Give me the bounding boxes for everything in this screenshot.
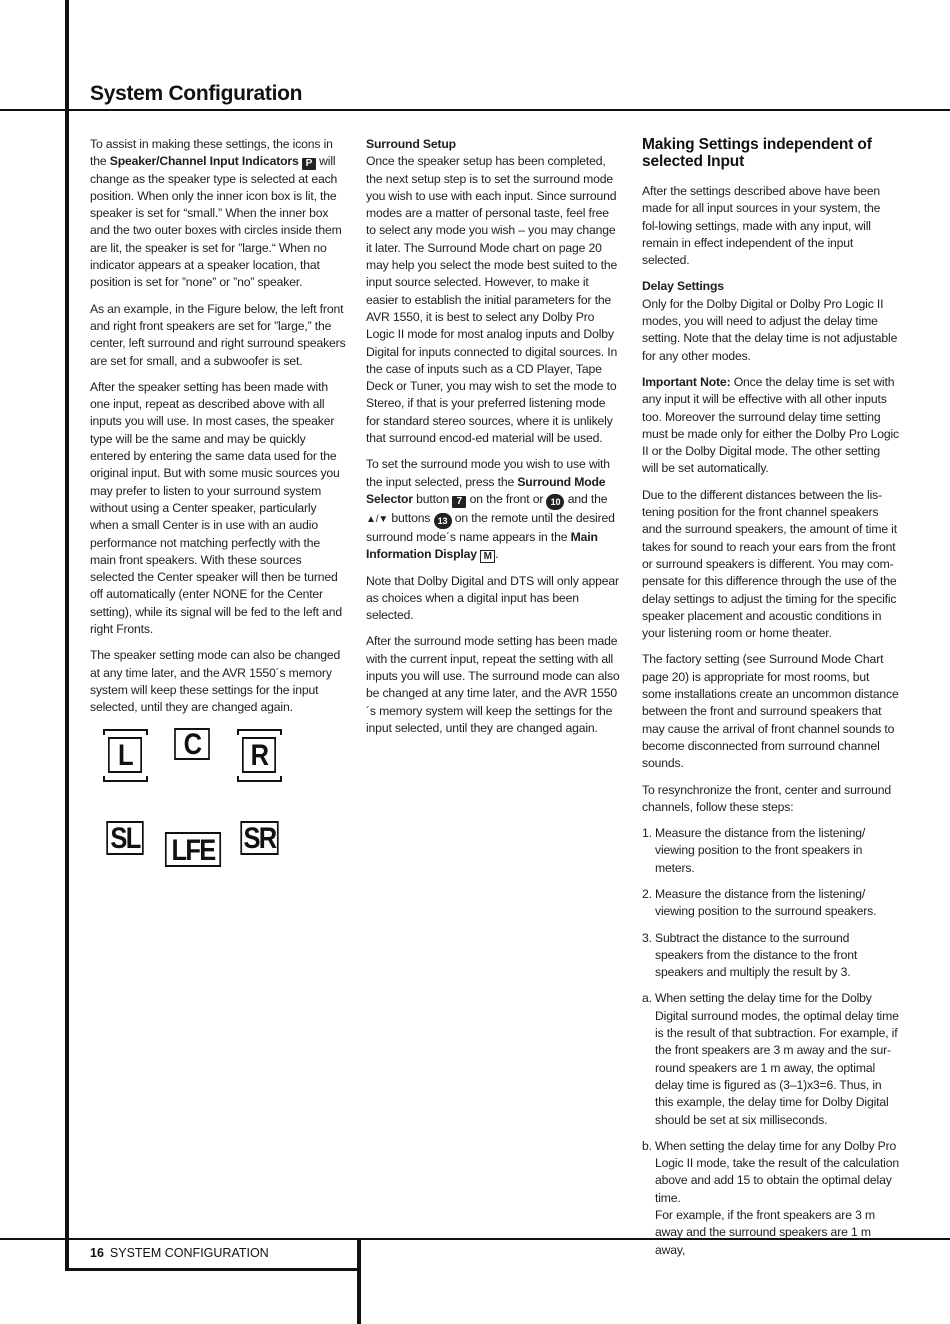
speaker-box-lfe: LFE <box>165 832 221 867</box>
button-10-icon: 10 <box>546 494 564 510</box>
button-7-icon: 7 <box>452 496 466 508</box>
footer <box>90 1246 269 1260</box>
sub-heading-delay-settings: Delay Settings <box>642 279 724 294</box>
indicator-p-icon: P <box>302 158 316 170</box>
outer-box-bottom-right <box>237 776 282 782</box>
column-2 <box>366 136 622 746</box>
left-margin-rule <box>65 0 69 1270</box>
paragraph: After the surround mode setting has been made with the current input, repeat the setting with all inputs you will use. The surround mode can also be changed at any time later, and the AVR 1550´s memory system will keep the settings for the input selected, until they are changed again. <box>366 634 620 735</box>
paragraph: The factory setting (see Surround Mode Chart page 20) is appropriate for most rooms, but some installations create an uncommon distance between the front and surround speakers that may cause the arrival of front channel sounds to become disconnected from surround channel sounds. <box>642 652 899 771</box>
paragraph: As an example, in the Figure below, the left front and right front speakers are set for ”large,” the center, left surround and right surround speakers are set for small, and a subwoofer is set. <box>90 301 346 368</box>
list-item: b. When setting the delay time for any Dolby Pro Logic II mode, take the result of the calculation above and add 15 to obtain the optimal delay time. For example, if the front speakers are 3 m away and the surround speakers are 1 m away, <box>642 1138 899 1257</box>
outer-box-top-left <box>103 729 148 735</box>
column-1 <box>90 136 346 726</box>
paragraph: After the speaker setting has been made with one input, repeat as described above with all inputs you will use. In most cases, the speaker type will be the same and may be quickly entered by entering the same data used for the original input. But with some music sources you may prefer to listen to your surround system without using a Center speaker, particularly when a small Center is in use with an audio performance not matching perfectly with the main front speakers. With these sources selected the Center speaker will then be turned off automatically (enter NONE for the Center setting), while its signal will be fed to the left and right Fronts. <box>90 379 343 637</box>
footer-section-label: SYSTEM CONFIGURATION <box>109 1246 269 1260</box>
button-13-icon: 13 <box>434 513 452 529</box>
outer-box-top-right <box>237 729 282 735</box>
paragraph: To set the surround mode you wish to use with the input selected, press the Surround Mode Selector button 7 on the front or 10 and the ▲/▼ buttons 13 on the remote until the desired surround mode´s name appears in the Main Information Display M . <box>366 457 615 563</box>
list-item: 1. Measure the distance from the listening/ viewing position to the front speakers in meters. <box>642 826 866 875</box>
paragraph: Due to the different distances between the lis-tening position for the front channel speakers and the surround speakers, the amount of time it takes for sound to reach your ears from the front or surround speakers is different. You may com-pensate for this difference through the use of the delay settings to adjust the timing for the specific speaker placement and acoustic conditions in your listening room or home theater. <box>642 487 897 641</box>
section-heading-surround-setup: Surround Setup <box>366 137 456 151</box>
header-rule <box>0 109 950 111</box>
paragraph: To resynchronize the front, center and surround channels, follow these steps: <box>642 782 892 814</box>
paragraph: Delay Settings Only for the Dolby Digital or Dolby Pro Logic II modes, you will need to adjust the delay time setting. Note that the delay time is not adjustable for any other modes. <box>642 279 898 363</box>
footer-underline-rule <box>65 1268 360 1271</box>
display-m-icon: M <box>480 550 495 563</box>
paragraph: Note that Dolby Digital and DTS will only appear as choices when a digital input has been selected. <box>366 573 619 623</box>
up-down-arrows-icon: ▲/▼ <box>366 513 389 525</box>
outer-box-bottom-left <box>103 776 148 782</box>
paragraph: After the settings described above have been made for all input sources in your system, the fol-lowing settings, made with any input, will remain in effect independent of the input selected. <box>642 184 881 268</box>
column-3 <box>642 136 899 1268</box>
paragraph: Important Note: Once the delay time is set with any input it will be effective with all other inputs too. Moreover the surround delay time setting must be made only for either the Dolby Pro Logic II or the Dolby Digital mode. The other setting will be set automatically. <box>642 374 899 476</box>
paragraph: To assist in making these settings, the icons in the Speaker/Channel Input Indicators P will change as the speaker type is selected at each position. When only the inner icon box is lit, the speaker is set for “small.” When the inner box and the two outer boxes with circles inside them are lit, the speaker is set for ”large.“ When no indicator appears at a speaker location, that position is set for ”none” or ”no” speaker. <box>90 137 342 290</box>
footer-divider-rule <box>357 1238 361 1324</box>
paragraph: Surround Setup Once the speaker setup has been completed, the next setup step is to set the surround mode you wish to use with each input. Since surround modes are a matter of personal taste, feel free to select any mode you wish – you may change it later. The Surround Mode chart on page 20 may help you select the mode best suited to the input source selected. However, to make it easier to establish the initial parameters for the AVR 1550, it is best to select any Dolby Pro Logic II mode for most analog inputs and Dolby Digital for inputs connected to digital sources. In the case of inputs such as a CD Player, Tape Deck or Tuner, you may wish to set the mode to Stereo, if that is your preferred listening mode for standard stereo sources, where it is unlikely that surround encod-ed material will be used. <box>366 136 622 447</box>
list-item: a. When setting the delay time for the Dolby Digital surround modes, the optimal delay time is the result of that subtraction. For example, if the front speakers are 3 m away and the sur-round speakers are 1 m away, the optimal delay time is figured as (3–1)x3=6. Thus, in this example, the delay time for Dolby Digital should be set at six milliseconds. <box>642 991 899 1127</box>
page-title: System Configuration <box>90 82 303 105</box>
speaker-box-c: C <box>174 728 210 760</box>
paragraph: The speaker setting mode can also be changed at any time later, and the AVR 1550´s memory system will keep these settings for the input selected, until they are changed again. <box>90 648 341 715</box>
speaker-box-sl: SL <box>106 821 143 855</box>
page-number: 16 <box>90 1246 104 1260</box>
list-item: 2. Measure the distance from the listening/ viewing position to the surround speakers. <box>642 886 877 919</box>
speaker-box-sr: SR <box>240 821 278 855</box>
list-item: 3. Subtract the distance to the surround speakers from the distance to the front speakers and multiply the result by 3. <box>642 930 858 980</box>
speaker-box-l: L <box>108 737 142 773</box>
section-heading-independent-settings: Making Settings independent of selected Input <box>642 136 872 170</box>
speaker-box-r: R <box>242 737 276 773</box>
